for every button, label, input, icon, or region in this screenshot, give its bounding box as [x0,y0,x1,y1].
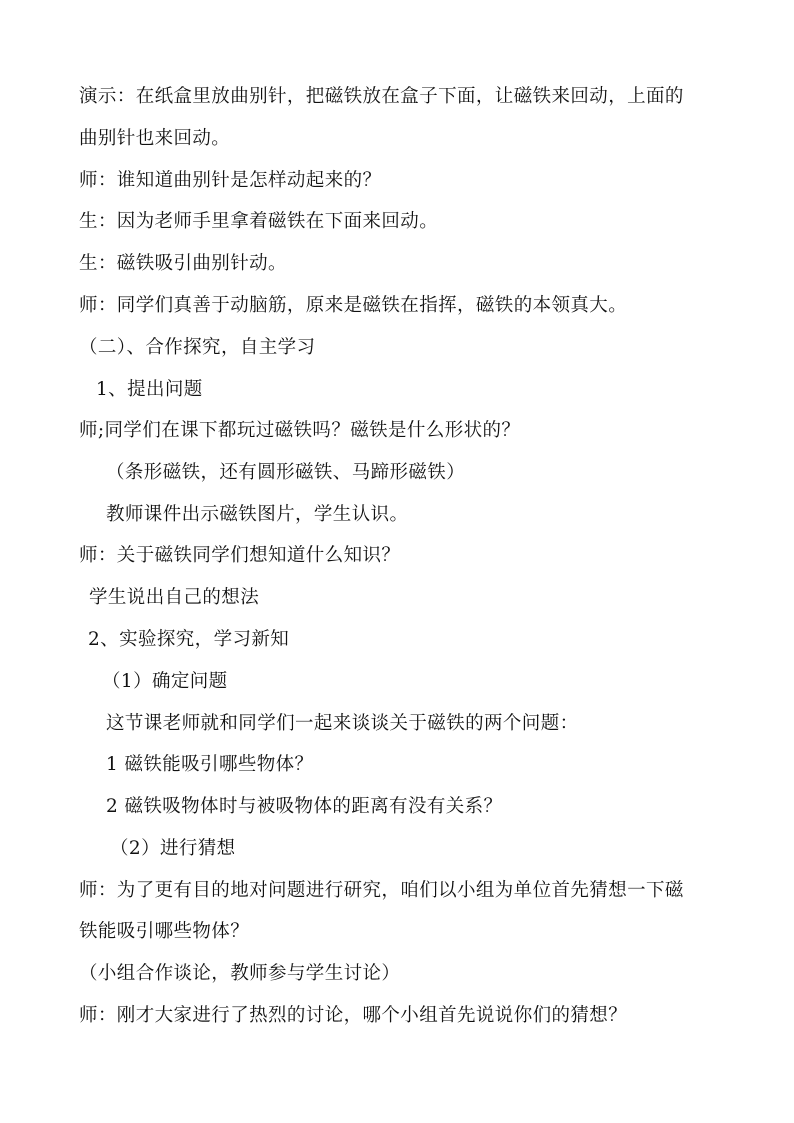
text-line: 生：磁铁吸引曲别针动。 [79,253,287,274]
list-item: 2 磁铁吸物体时与被吸物体的距离有没有关系？ [106,796,503,817]
text-line: 师：谁知道曲别针是怎样动起来的？ [79,170,382,191]
list-item: 1 磁铁能吸引哪些物体？ [106,754,314,775]
text-line: 铁能吸引哪些物体？ [79,921,250,942]
text-line: 师;同学们在课下都玩过磁铁吗？磁铁是什么形状的？ [79,420,521,441]
text-line: 教师课件出示磁铁图片，学生认识。 [106,504,409,525]
sub-heading: 2、实验探究，学习新知 [88,629,290,650]
text-line: 学生说出自己的想法 [89,587,260,608]
section-heading: （二）、合作探究，自主学习 [79,337,316,358]
text-line: 师：同学们真善于动脑筋，原来是磁铁在指挥，磁铁的本领真大。 [79,295,628,316]
text-line: （条形磁铁，还有圆形磁铁、马蹄形磁铁） [106,462,466,483]
text-line: （小组合作谈论，教师参与学生讨论） [79,963,401,984]
text-line: 演示：在纸盒里放曲别针，把磁铁放在盒子下面，让磁铁来回动，上面的 [79,86,684,107]
text-line: 生：因为老师手里拿着磁铁在下面来回动。 [79,211,439,232]
text-line: 师：刚才大家进行了热烈的讨论，哪个小组首先说说你们的猜想？ [79,1005,628,1026]
sub-heading: （2）进行猜想 [110,838,236,859]
sub-heading: （1）确定问题 [102,671,228,692]
text-line: 师：关于磁铁同学们想知道什么知识？ [79,545,401,566]
sub-heading: 1、提出问题 [96,379,203,400]
text-line: 曲别针也来回动。 [79,128,231,149]
text-line: 师：为了更有目的地对问题进行研究，咱们以小组为单位首先猜想一下磁 [79,880,684,901]
text-line: 这节课老师就和同学们一起来谈谈关于磁铁的两个问题： [106,713,579,734]
